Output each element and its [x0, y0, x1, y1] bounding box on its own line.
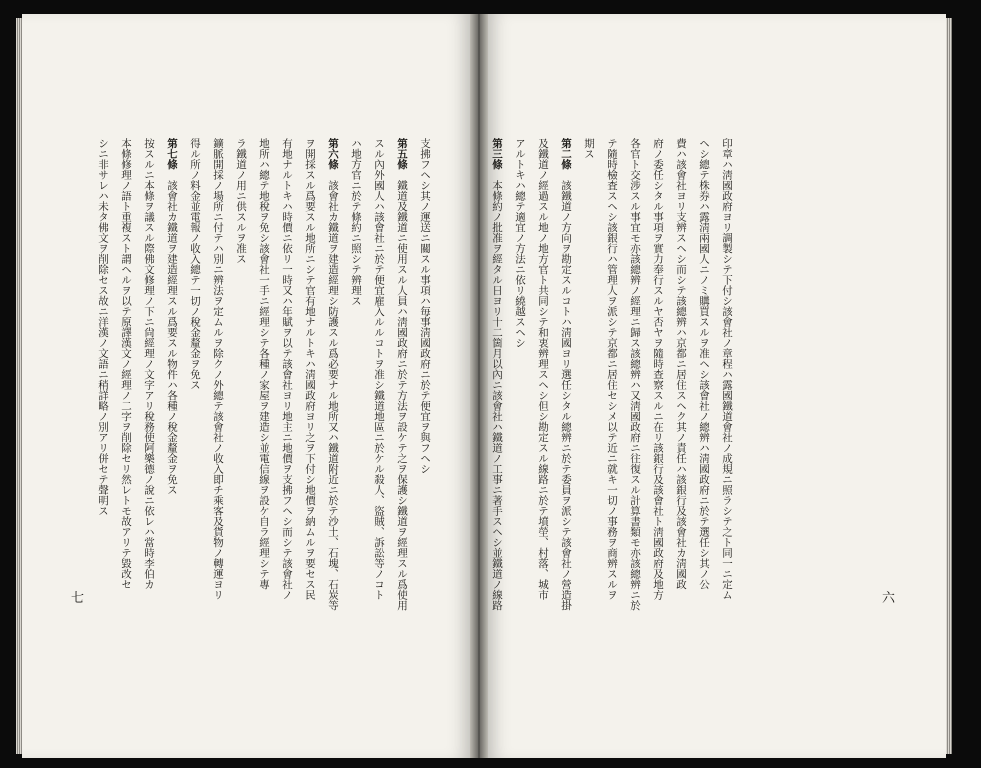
article-label: 第五條	[396, 138, 408, 170]
text-line	[554, 138, 577, 618]
line-text: 該會社カ鐵道ヲ建造經理シ防護スル爲必要ナル地所又ハ鐵道附近ニ於テ沙土、石塊、石炭等	[327, 180, 339, 611]
text-line	[508, 138, 531, 618]
right-page-text	[488, 138, 738, 618]
text-line	[206, 138, 229, 618]
right-page	[488, 14, 946, 758]
line-text: ヘシ總テ株券ハ露淸兩國人ニノミ購買スルヲ准ヘシ該會社ノ總辨ハ淸國政府ニ於テ選任シ其ノ公	[698, 138, 710, 590]
line-text: ヲ開採スル爲要スル地所ニシテ官有地ナルトキハ淸國政府ヨリ之ヲ下付シ地價ヲ納ムルヲ要セス民	[304, 138, 316, 600]
text-line	[298, 138, 321, 618]
text-line	[390, 138, 413, 618]
text-line	[229, 138, 252, 618]
text-line	[114, 138, 137, 618]
line-text: テ隨時檢査スヘシ該銀行ハ管理人ヲ派シテ京都ニ居住セシメ以テ近ニ就キ一切ノ事務ヲ商辨スルヲ	[606, 138, 618, 600]
text-line	[160, 138, 183, 618]
text-line	[669, 138, 692, 618]
text-line	[715, 138, 738, 618]
text-line	[692, 138, 715, 618]
line-text: スル內外國人ハ該會社ニ於テ便宜雇入ルルコトヲ准シ鐵道地區ニ於ケル殺人、盜賊、訴訟等ノコト	[373, 138, 385, 600]
left-page	[22, 14, 470, 758]
text-line	[600, 138, 623, 618]
line-text: 期ス	[583, 138, 595, 159]
line-text: 本條約ノ批准ヲ經タル日ヨリ十二箇月以內ニ該會社ハ鐵道ノ工事ニ著手スヘシ並鐵道ノ線路	[491, 180, 503, 611]
text-line	[531, 138, 554, 618]
text-line	[367, 138, 390, 618]
text-line	[623, 138, 646, 618]
line-text: 費ハ該會社ヨリ支辨スヘシ而シテ該總辨ハ京都ニ居住スヘク其ノ責任ハ該銀行及該會社カ淸國政	[675, 138, 687, 590]
text-line	[183, 138, 206, 618]
article-label: 第三條	[491, 138, 503, 170]
line-text: アルトキハ總テ適宜ノ方法ニ依リ繞越スヘシ	[514, 138, 526, 348]
text-line	[321, 138, 344, 618]
line-text: 該鐵道ノ方向ヲ勘定スルコトハ淸國ヨリ選任シタル總辨ニ於テ委員ヲ派シテ該會社ノ營造掛	[560, 180, 572, 611]
line-text: 得ル所ノ料金並電報ノ收入總テ一切ノ稅金釐金ヲ免ス	[189, 138, 201, 390]
line-text: 各官ト交涉スル事宜モ亦該總辨ノ經理ニ歸ス該總辨ハ又淸國政府ニ往復スル計算書類モ亦該總辨ニ於	[629, 138, 641, 611]
line-text: 支拂フヘシ其ノ運送ニ關スル事項ハ毎事淸國政府ニ於テ便宜ヲ與フヘシ	[419, 138, 431, 474]
text-line	[137, 138, 160, 618]
article-label: 第二條	[560, 138, 572, 170]
right-page-number: 六	[882, 591, 896, 606]
line-text: 地所ハ總テ地稅ヲ免シ該會社一手ニ經理シテ各種ノ家屋ヲ建造シ並電信線ヲ設ケ自ラ經理シテ專	[258, 138, 270, 590]
article-label: 第七條	[166, 138, 178, 170]
text-line	[413, 138, 436, 618]
book-edge-right	[946, 18, 952, 754]
text-line	[646, 138, 669, 618]
line-text: ラ鐵道ノ用ニ供スルヲ准ス	[235, 138, 247, 264]
text-line	[91, 138, 114, 618]
text-line	[252, 138, 275, 618]
article-label: 第六條	[327, 138, 339, 170]
line-text: 本條修理ノ語ト重複スト謂ヘルヲ以テ原譯漢文ノ經理ノ二字ヲ削除セリ然レトモ故アリテ毀改セ	[120, 138, 132, 590]
line-text: 府ノ委任シタル事項ヲ實力奉行スルヤ否ヤヲ隨時查察スルニ在リ該銀行及該會社ト淸國政府及地方	[652, 138, 664, 600]
text-line	[344, 138, 367, 618]
text-line	[577, 138, 600, 618]
line-text: 及鐵道ノ經過スル地ノ地方官ト共同シテ和衷辨理スヘシ但シ勘定スル線路ニ於テ墳塋、村落、城市	[537, 138, 549, 600]
line-text: 按スルニ本條ヲ議スル際佛文修理ノ下ニ尙經理ノ文字アリ稅務使阿樂德ノ說ニ依レハ當時李伯カ	[143, 138, 155, 590]
left-page-number: 七	[71, 591, 85, 606]
line-text: ハ地方官ニ於テ條約ニ照シテ辨理ス	[350, 138, 362, 306]
left-page-text	[91, 138, 436, 618]
line-text: 鑛脈開採ノ場所ニ付テハ別ニ辨法ヲ定ムルヲ除クノ外總テ該會社ノ收入即チ乘客及貨物ノ轉運ヨリ	[212, 138, 224, 600]
line-text: 印章ハ淸國政府ヨリ調製シテ下付シ該會社ノ章程ハ露國鐵道會社ノ成規ニ照ラシテ之ト同一ニ定ム	[721, 138, 733, 600]
line-text: 有地ナルトキハ時價ニ依リ一時又ハ年賦ヲ以テ該會社ヨリ地主ニ地價ヲ支拂フヘシ而シテ該會社ノ	[281, 138, 293, 600]
text-line	[488, 138, 508, 618]
line-text: 該會社カ鐵道ヲ建造經理スル爲要スル物件ハ各種ノ稅金釐金ヲ免ス	[166, 180, 178, 495]
line-text: シニ非サレハ未タ佛文ヲ削除セス故ニ洋漢ノ文語ニ稍詳略ノ別アリ併セテ聲明ス	[97, 138, 109, 516]
text-line	[275, 138, 298, 618]
book-gutter	[470, 14, 488, 758]
line-text: 鐵道及鐵道ニ使用スル人員ハ淸國政府ニ於テ方法ヲ設ケテ之ヲ保護シ鐵道ヲ經理スル爲使用	[396, 180, 408, 611]
